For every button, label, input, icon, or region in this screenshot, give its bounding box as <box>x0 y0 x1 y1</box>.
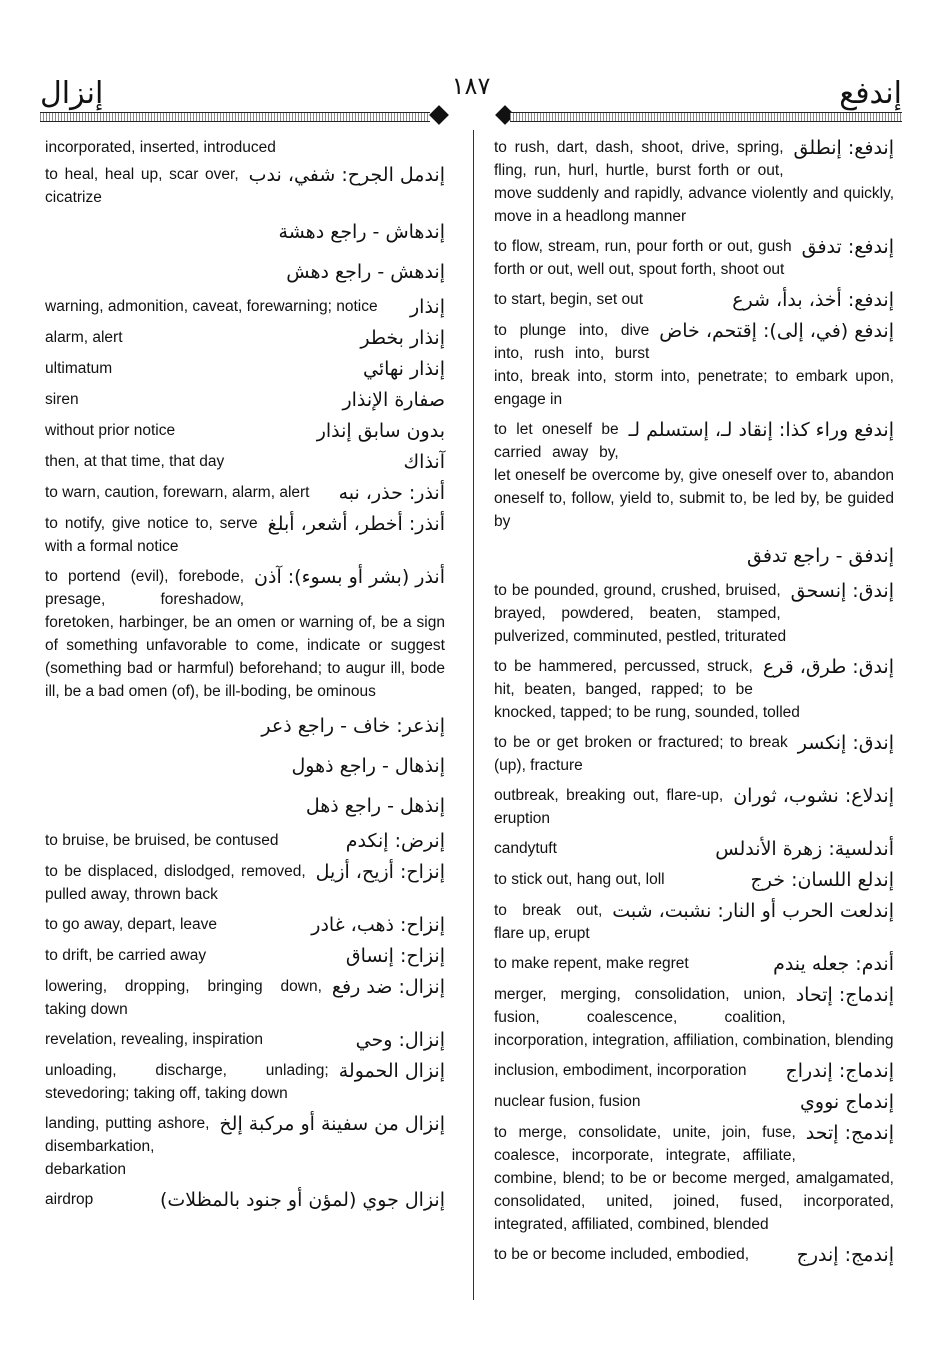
arabic-headword: آنذاك <box>403 451 445 473</box>
english-definition: siren <box>45 391 79 408</box>
english-definition: to stick out, hang out, loll <box>494 871 665 888</box>
dictionary-entry <box>45 1028 445 1052</box>
arabic-headword: إنزاح: ذهب، غادر <box>311 914 445 936</box>
arabic-headword: إنزاح: أزيح، أزيل <box>315 861 445 883</box>
english-definition: alarm, alert <box>45 329 123 346</box>
dictionary-entry <box>494 579 894 648</box>
dictionary-entry <box>45 1059 445 1105</box>
dictionary-entry <box>45 450 445 474</box>
dictionary-entry <box>45 1188 445 1212</box>
arabic-headword: إنزال: وحي <box>355 1029 445 1051</box>
cross-reference-entry: إنذهال - راجع ذهول <box>291 755 445 777</box>
header-rule-right <box>510 112 902 122</box>
dictionary-entry <box>494 655 894 724</box>
english-definition: to make repent, make regret <box>494 955 689 972</box>
english-definition: to merge, consolidate, unite, join, fuse, coalesce, incorporate, integrate, affiliate, combine, blend; to be or become merged, amalgamated, consolidated, united, joined, fused, incorporated, integrated, affiliated, combined, blended <box>494 1124 894 1233</box>
dictionary-entry <box>494 1090 894 1114</box>
arabic-headword: أندلسية: زهرة الأندلس <box>715 838 894 860</box>
dictionary-entry <box>45 565 445 703</box>
dictionary-entry <box>45 136 445 159</box>
dictionary-entry <box>45 913 445 937</box>
arabic-headword: إندلاع: نشوب، ثوران <box>733 785 894 807</box>
english-definition: to plunge into, dive into, rush into, burst into, break into, storm into, penetrate; to embark upon, engage in <box>494 322 894 408</box>
english-definition: then, at that time, that day <box>45 453 225 470</box>
english-definition: candytuft <box>494 840 557 857</box>
english-definition: inclusion, embodiment, incorporation <box>494 1062 747 1079</box>
arabic-headword: إندفع وراء كذا: إنقاد لـ، إستسلم لـ <box>628 419 894 441</box>
arabic-headword: إندمل الجرح: شفي، ندب <box>248 164 445 186</box>
arabic-headword: إندلع اللسان: خرج <box>750 869 894 891</box>
dictionary-entry <box>494 952 894 976</box>
english-definition: revelation, revealing, inspiration <box>45 1031 263 1048</box>
arabic-headword: أنذر: حذر، نبه <box>338 482 445 504</box>
right-column <box>494 136 894 1274</box>
english-definition: to warn, caution, forewarn, alarm, alert <box>45 484 310 501</box>
english-definition: outbreak, breaking out, flare-up, eruption <box>494 787 724 827</box>
english-definition: lowering, dropping, bringing down, taking down <box>45 978 322 1018</box>
dictionary-entry <box>45 512 445 558</box>
dictionary-entry <box>494 288 894 312</box>
dictionary-entry <box>45 481 445 505</box>
cross-reference-entry: إنذهل - راجع ذهل <box>305 795 445 817</box>
arabic-headword: إنرض: إنكدم <box>345 830 445 852</box>
column-divider <box>473 130 474 1300</box>
english-definition: to drift, be carried away <box>45 947 207 964</box>
english-definition: to start, begin, set out <box>494 291 644 308</box>
page-header <box>40 64 902 124</box>
arabic-headword: أنذر (بشر أو بسوء): آذن <box>254 566 445 588</box>
arabic-headword: إنزاح: إنساق <box>345 945 445 967</box>
dictionary-entry <box>494 1059 894 1083</box>
arabic-headword: إندفع: أخذ، بدأ، شرع <box>732 289 894 311</box>
dictionary-entry <box>494 983 894 1052</box>
arabic-headword: إنزال من سفينة أو مركبة إلخ <box>219 1113 445 1135</box>
arabic-headword: إندماج نووي <box>800 1091 894 1113</box>
dictionary-entry <box>45 1112 445 1181</box>
guide-word-left: إنزال <box>40 76 104 111</box>
english-definition: to rush, dart, dash, shoot, drive, spring, fling, run, hurl, hurtle, burst forth or out, move suddenly and rapidly, advance violently and quickly, move in a headlong manner <box>494 139 894 225</box>
guide-word-right: إندفع <box>839 76 902 111</box>
cross-reference-entry: إنذعر: خاف - راجع ذعر <box>261 715 445 737</box>
arabic-headword: أندم: جعله يندم <box>773 953 894 975</box>
dictionary-entry <box>45 829 445 853</box>
dictionary-entry <box>494 136 894 228</box>
left-column <box>45 136 445 1219</box>
english-definition: to break out, flare up, erupt <box>494 902 603 942</box>
dictionary-entry <box>494 784 894 830</box>
dictionary-entry <box>45 295 445 319</box>
dictionary-entry <box>45 419 445 443</box>
english-definition: merger, merging, consolidation, union, fusion, coalescence, coalition, incorporation, integration, affiliation, combination, blending <box>494 986 894 1049</box>
english-definition: nuclear fusion, fusion <box>494 1093 641 1110</box>
english-definition: to be or get broken or fractured; to break (up), fracture <box>494 734 788 774</box>
english-definition: without prior notice <box>45 422 176 439</box>
arabic-headword: إندفع: إنطلق <box>793 137 894 159</box>
dictionary-entry <box>494 899 894 945</box>
dictionary-entry <box>45 975 445 1021</box>
arabic-headword: صفارة الإنذار <box>342 389 445 411</box>
dictionary-entry <box>45 944 445 968</box>
english-definition: to be or become included, embodied, <box>494 1246 750 1263</box>
arabic-headword: إنذار نهائي <box>363 358 445 380</box>
arabic-headword: إندق: إنكسر <box>797 732 894 754</box>
arabic-headword: إندماج: إندراج <box>785 1060 894 1082</box>
english-definition: incorporated, inserted, introduced <box>45 139 276 156</box>
dictionary-entry <box>494 731 894 777</box>
english-definition: to bruise, be bruised, be contused <box>45 832 279 849</box>
header-rule-left <box>40 112 430 122</box>
english-definition: unloading, discharge, unlading; stevedoring; taking off, taking down <box>45 1062 329 1102</box>
dictionary-entry <box>494 319 894 411</box>
dictionary-entry <box>494 837 894 861</box>
dictionary-entry <box>45 388 445 412</box>
arabic-headword: إندمج: إتحد <box>805 1122 894 1144</box>
cross-reference-entry: إندهش - راجع دهش <box>286 261 445 283</box>
page-number: ١٨٧ <box>451 72 491 100</box>
english-definition: to let oneself be carried away by, let oneself be overcome by, give oneself over to, abandon oneself to, follow, yield to, submit to, be led by, be guided by <box>494 421 894 530</box>
diamond-ornament <box>429 105 449 125</box>
arabic-headword: إنذار <box>410 296 445 318</box>
arabic-headword: إندماج: إتحاد <box>795 984 894 1006</box>
english-definition: to flow, stream, run, pour forth or out, gush forth or out, well out, spout forth, shoot out <box>494 238 792 278</box>
dictionary-entry <box>494 418 894 533</box>
english-definition: to portend (evil), forebode, presage, foreshadow, foretoken, harbinger, be an omen or warning of, be a sign of something unfavorable to come, indicate or suggest (something bad or harmful) beforehand; to augur ill, bode ill, be a bad omen (of), be ill-boding, be ominous <box>45 568 445 700</box>
dictionary-entry <box>494 868 894 892</box>
arabic-headword: بدون سابق إنذار <box>316 420 445 442</box>
dictionary-entry <box>45 163 445 209</box>
arabic-headword: إندق: طرق، قرع <box>762 656 894 678</box>
english-definition: airdrop <box>45 1191 94 1208</box>
dictionary-entry <box>494 1121 894 1236</box>
english-definition: to be pounded, ground, crushed, bruised, brayed, powdered, beaten, stamped, pulverized, comminuted, pestled, triturated <box>494 582 787 645</box>
english-definition: landing, putting ashore, disembarkation, debarkation <box>45 1115 210 1178</box>
arabic-headword: إندلعت الحرب أو النار: نشبت، شبت <box>612 900 894 922</box>
english-definition: to heal, heal up, scar over, cicatrize <box>45 166 239 206</box>
cross-reference-entry: إندهاش - راجع دهشة <box>278 221 445 243</box>
dictionary-entry <box>494 1243 894 1267</box>
dictionary-entry <box>45 860 445 906</box>
arabic-headword: إنزال الحمولة <box>338 1060 445 1082</box>
arabic-headword: إندفع: تدفق <box>801 236 894 258</box>
dictionary-entry <box>494 235 894 281</box>
arabic-headword: إندفع (في، إلى): إقتحم، خاض <box>659 320 894 342</box>
cross-reference-entry: إندفق - راجع تدفق <box>747 545 894 567</box>
english-definition: to notify, give notice to, serve with a formal notice <box>45 515 258 555</box>
english-definition: to be displaced, dislodged, removed, pulled away, thrown back <box>45 863 306 903</box>
english-definition: warning, admonition, caveat, forewarning; notice <box>45 298 378 315</box>
arabic-headword: إندق: إنسحق <box>790 580 894 602</box>
arabic-headword: إنزال: ضد رفع <box>331 976 445 998</box>
arabic-headword: إنزال جوي (لمؤن أو جنود بالمظلات) <box>160 1189 445 1211</box>
arabic-headword: إنذار بخطر <box>360 327 445 349</box>
english-definition: to go away, depart, leave <box>45 916 218 933</box>
dictionary-entry <box>45 326 445 350</box>
english-definition: to be hammered, percussed, struck, hit, beaten, banged, rapped; to be knocked, tapped; to be rung, sounded, tolled <box>494 658 800 721</box>
dictionary-entry <box>45 357 445 381</box>
arabic-headword: أنذر: أخطر، أشعر، أبلغ <box>267 513 445 535</box>
arabic-headword: إندمج: إندرج <box>796 1244 894 1266</box>
english-definition: ultimatum <box>45 360 113 377</box>
